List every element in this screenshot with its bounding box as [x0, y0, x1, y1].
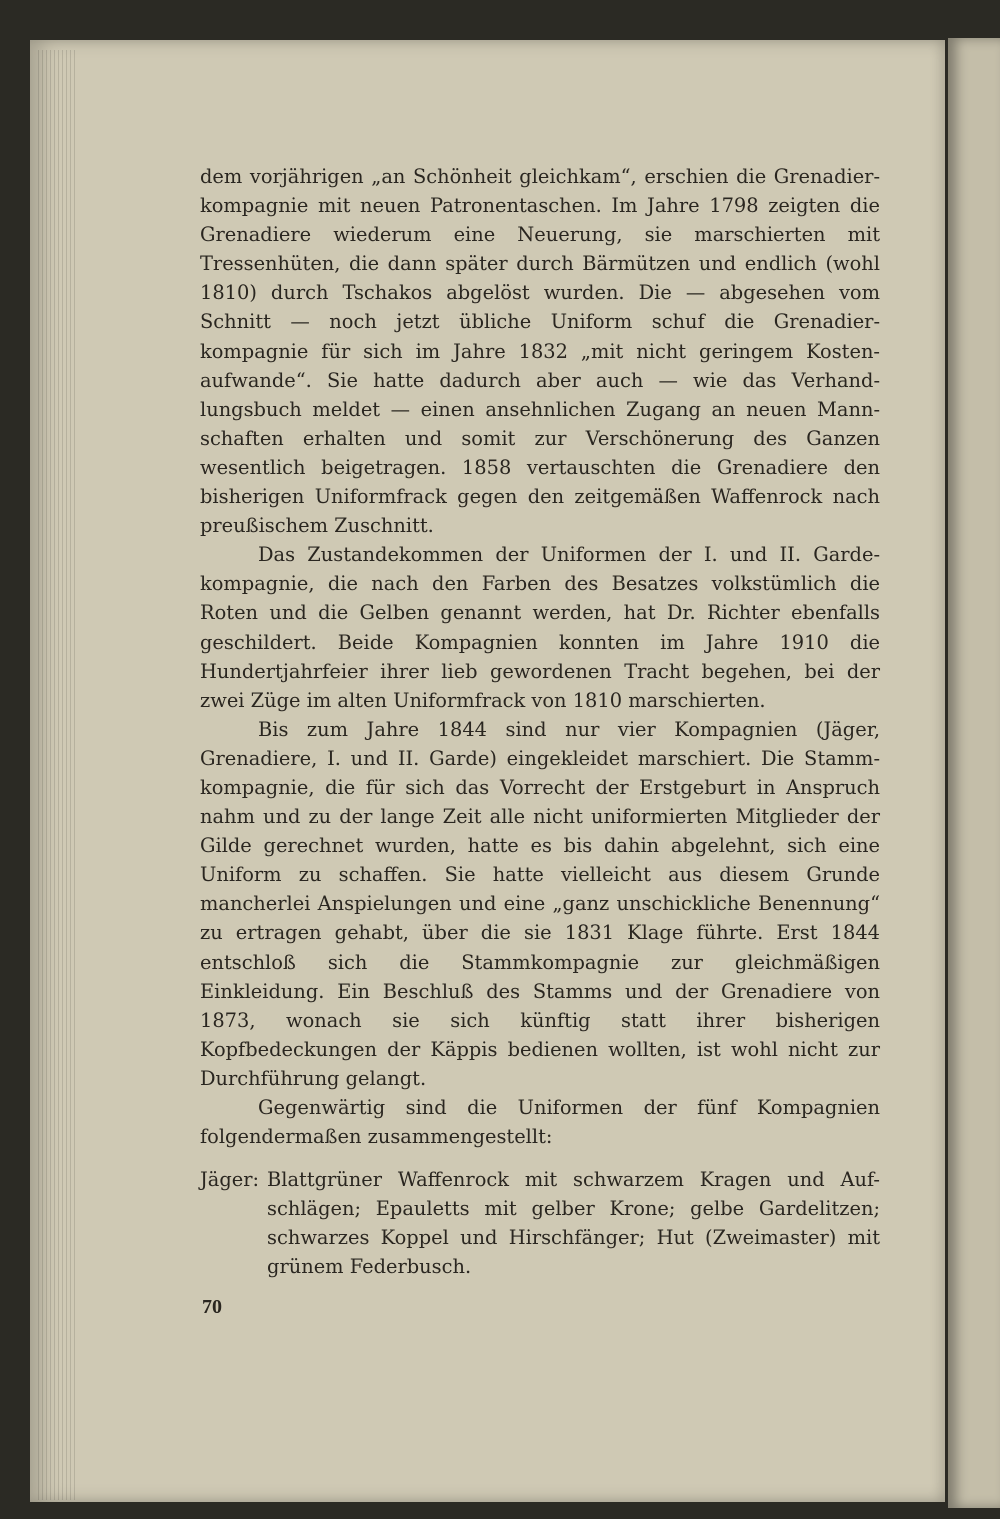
paragraph-3: Bis zum Jahre 1844 sind nur vier Kompagnien (Jäger, Grenadiere, I. und II. Garde) eingekleidet marschiert. Die Stamm-kompagnie, die für sich das Vorrecht der Erstgeburt in Anspruch nahm und zu der lange Zeit alle nicht uniformierten Mitglieder der Gilde gerechnet wurden, hatte es bis dahin abgelehnt, sich eine Uniform zu schaffen. Sie hatte vielleicht aus diesem Grunde mancherlei Anspielungen und eine „ganz unschickliche Benennung“ zu ertragen gehabt, über die sie 1831 Klage führte. Erst 1844 entschloß sich die Stammkompagnie zur gleichmäßigen Einkleidung. Ein Beschluß des Stamms und der Grenadiere von 1873, wonach sie sich künftig statt ihrer bisherigen Kopfbedeckungen der Käppis bedienen wollten, ist wohl nicht zur Durchführung gelangt. [200, 717, 880, 1090]
paragraph-1: dem vorjährigen „an Schönheit gleichkam“, erschien die Grenadier-kompagnie mit neuen Patronentaschen. Im Jahre 1798 zeigten die Grenadiere wiederum eine Neuerung, sie marschierten mit Tressenhüten, die dann später durch Bärmützen und endlich (wohl 1810) durch Tschakos abgelöst wurden. Die — abgesehen vom Schnitt — noch jetzt übliche Uniform schuf die Grenadier-kompagnie für sich im Jahre 1832 „mit nicht geringem Kosten-aufwande“. Sie hatte dadurch aber auch — wie das Verhand-lungsbuch meldet — einen ansehnlichen Zugang an neuen Mann-schaften erhalten und somit zur Verschönerung des Ganzen wesentlich beigetragen. 1858 vertauschten die Grenadiere den bisherigen Uniformfrack gegen den zeitgemäßen Waffenrock nach preußischem Zuschnitt. [200, 165, 880, 538]
uniform-entry-jaeger [200, 1165, 880, 1281]
entry-label: Jäger: [200, 1168, 260, 1192]
paragraph-2: Das Zustandekommen der Uniformen der I. und II. Garde-kompagnie, die nach den Farben des Besatzes volkstümlich die Roten und die Gelben genannt werden, hat Dr. Richter ebenfalls geschildert. Beide Kompagnien konnten im Jahre 1910 die Hundertjahrfeier ihrer lieb gewordenen Tracht begehen, bei der zwei Züge im alten Uniformfrack von 1810 marschierten. [200, 543, 880, 712]
page-stack-edges [38, 50, 78, 1500]
paragraph-4: Gegenwärtig sind die Uniformen der fünf Kompagnien folgendermaßen zusammengestellt: [200, 1096, 880, 1149]
body-text [200, 162, 880, 1282]
page-number: 70 [202, 1296, 222, 1318]
entry-description: Blattgrüner Waffenrock mit schwarzem Kragen und Auf-schlägen; Epauletts mit gelber Krone; gelbe Gardelitzen; schwarzes Koppel und Hirschfänger; Hut (Zweimaster) mit grünem Federbusch. [267, 1168, 880, 1279]
facing-page-edge [948, 38, 1000, 1508]
